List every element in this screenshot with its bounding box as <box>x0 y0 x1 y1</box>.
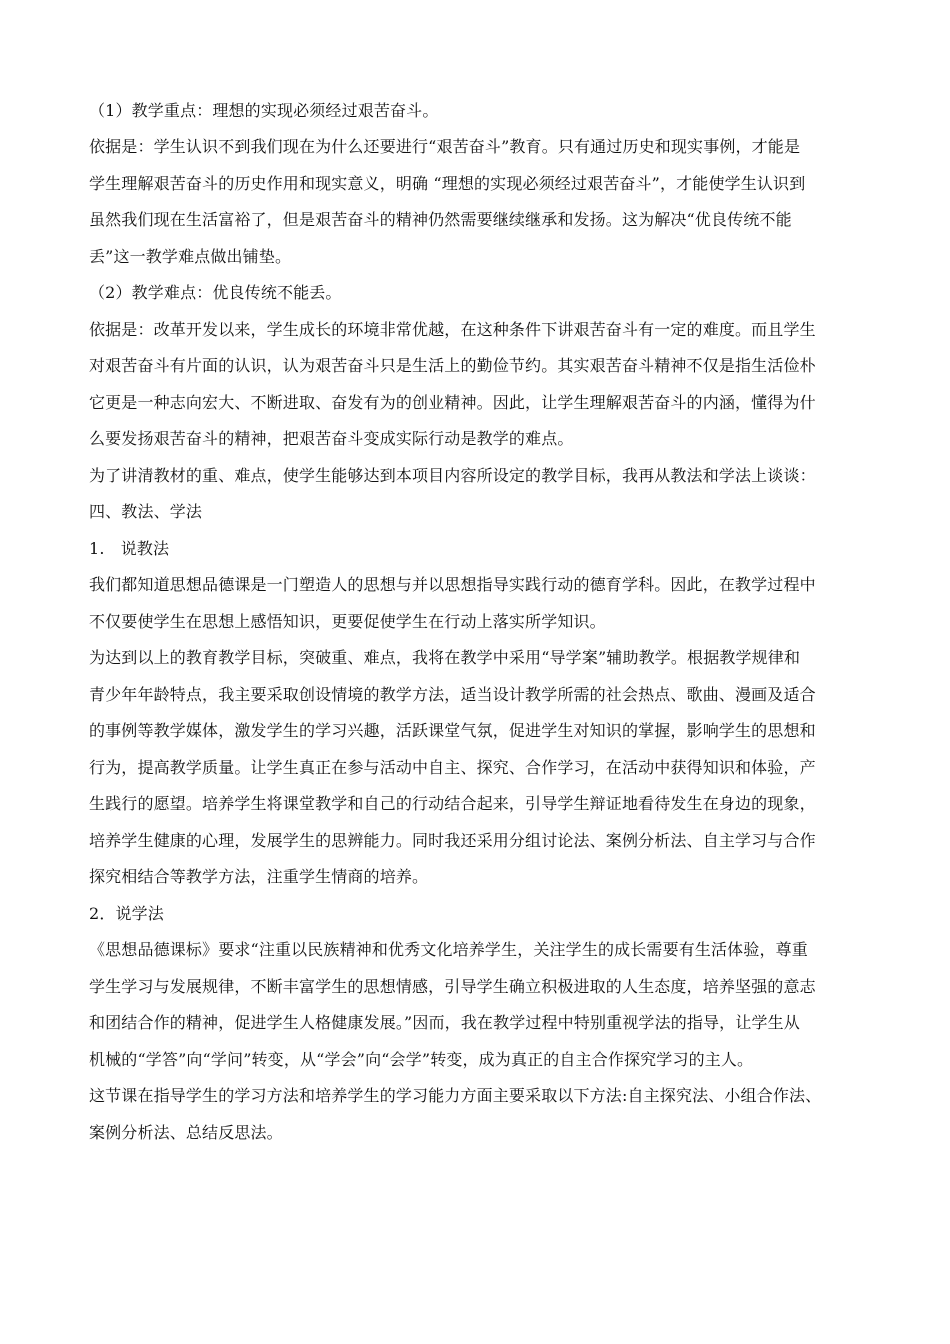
paragraph-line: 行为，提高教学质量。让学生真正在参与活动中自主、探究、合作学习，在活动中获得知识和体验，产 <box>89 758 816 777</box>
paragraph-line: 机械的“学答”向“学问”转变，从“学会”向“会学”转变，成为真正的自主合作探究学习的主人。 <box>89 1050 754 1069</box>
section-heading-methods: 四、教法、学法 <box>89 502 203 521</box>
paragraph-line: 案例分析法、总结反思法。 <box>89 1123 283 1142</box>
paragraph-line: 丢”这一教学难点做出铺垫。 <box>89 247 292 266</box>
paragraph-line: 为达到以上的教育教学目标，突破重、难点，我将在教学中采用“导学案”辅助教学。根据教学规律和 <box>89 648 801 667</box>
paragraph-line: 探究相结合等教学方法，注重学生情商的培养。 <box>89 867 429 886</box>
paragraph-line: 虽然我们现在生活富裕了，但是艰苦奋斗的精神仍然需要继续继承和发扬。这为解决“优良传统不能 <box>89 210 792 229</box>
paragraph-line: 不仅要使学生在思想上感悟知识，更要促使学生在行动上落实所学知识。 <box>89 612 606 631</box>
subheading-learning-method: 2．说学法 <box>89 904 164 923</box>
paragraph-line: 为了讲清教材的重、难点，使学生能够达到本项目内容所设定的教学目标，我再从教法和学法上谈谈： <box>89 466 816 485</box>
paragraph-line: 依据是：学生认识不到我们现在为什么还要进行“艰苦奋斗”教育。只有通过历史和现实事例，才能是 <box>89 137 801 156</box>
paragraph-line: 《思想品德课标》要求“注重以民族精神和优秀文化培养学生，关注学生的成长需要有生活体验，尊重 <box>89 940 808 959</box>
paragraph-line: 我们都知道思想品德课是一门塑造人的思想与并以思想指导实践行动的德育学科。因此，在教学过程中 <box>89 575 816 594</box>
paragraph-line: 依据是：改革开发以来，学生成长的环境非常优越，在这种条件下讲艰苦奋斗有一定的难度。而且学生 <box>89 320 816 339</box>
paragraph-line: 生践行的愿望。培养学生将课堂教学和自己的行动结合起来，引导学生辩证地看待发生在身边的现象， <box>89 794 816 813</box>
paragraph-line: 培养学生健康的心理，发展学生的思辨能力。同时我还采用分组讨论法、案例分析法、自主学习与合作 <box>89 831 816 850</box>
paragraph-line: 学生学习与发展规律，不断丰富学生的思想情感，引导学生确立积极进取的人生态度，培养坚强的意志 <box>89 977 816 996</box>
paragraph-line: 么要发扬艰苦奋斗的精神，把艰苦奋斗变成实际行动是教学的难点。 <box>89 429 574 448</box>
heading-teaching-focus: （1）教学重点：理想的实现必须经过艰苦奋斗。 <box>89 101 439 120</box>
paragraph-line: 它更是一种志向宏大、不断进取、奋发有为的创业精神。因此，让学生理解艰苦奋斗的内涵，懂得为什 <box>89 393 816 412</box>
heading-teaching-difficulty: （2）教学难点：优良传统不能丢。 <box>89 283 342 302</box>
paragraph-line: 对艰苦奋斗有片面的认识，认为艰苦奋斗只是生活上的勤俭节约。其实艰苦奋斗精神不仅是指生活俭朴 <box>89 356 816 375</box>
paragraph-line: 青少年年龄特点，我主要采取创设情境的教学方法，适当设计教学所需的社会热点、歌曲、漫画及适合 <box>89 685 816 704</box>
paragraph-line: 的事例等教学媒体，激发学生的学习兴趣，活跃课堂气氛，促进学生对知识的掌握，影响学生的思想和 <box>89 721 816 740</box>
paragraph-line: 学生理解艰苦奋斗的历史作用和现实意义，明确 “理想的实现必须经过艰苦奋斗”，才能使学生认识到 <box>89 174 806 193</box>
paragraph-line: 这节课在指导学生的学习方法和培养学生的学习能力方面主要采取以下方法:自主探究法、小组合作法、 <box>89 1086 822 1105</box>
paragraph-line: 和团结合作的精神，促进学生人格健康发展。”因而，我在教学过程中特别重视学法的指导，让学生从 <box>89 1013 800 1032</box>
subheading-teaching-method: 1. 说教法 <box>89 539 170 558</box>
